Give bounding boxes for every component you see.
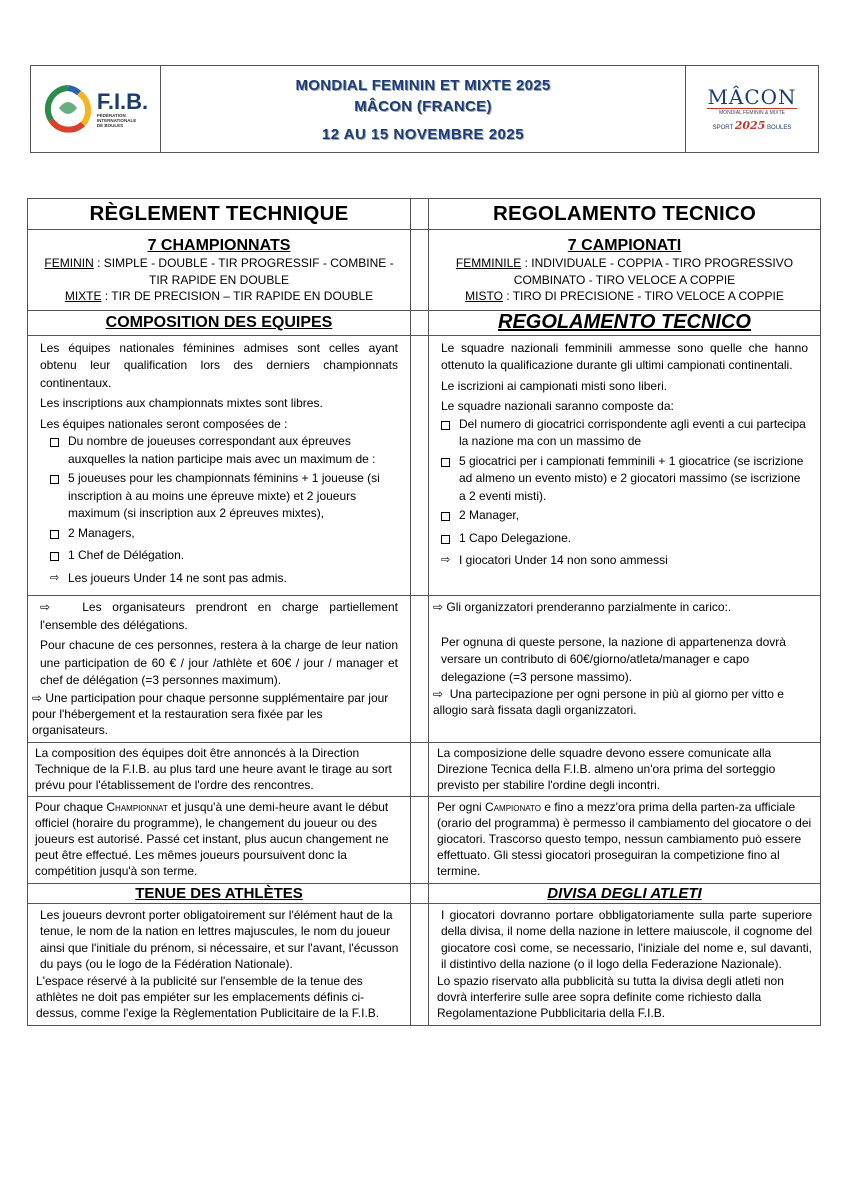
it-comp-p3: Le squadre nazionali saranno composte da: [441,399,674,413]
it-outfit-p1: I giocatori dovranno portare obbligatoriamente sulla parte superiore della divisa, il nome della nazione in lettere maiuscole, il cognome del giocatore così come, se necessario, l'iniziale del nome e, sul davanti, il distintivo della nazione (o il logo della Federazione Nazionale). [441,907,812,971]
it-outfit-p2: Lo spazio riservato alla pubblicità su tutta la divisa degli atleti non dovrà interferire sulle aree sopra definite come richiesto dalla Regolamentazione Pubblicitaria della F.I.B. [437,973,784,1020]
list-item [40,570,398,588]
fr-mixte-label: MIXTE [64,289,102,303]
it-outfit-title: DIVISA DEGLI ATLETI [547,884,702,902]
it-outfit-header-cell [429,883,821,903]
fr-outfit-header-cell [28,883,411,903]
macon-logo-line [707,119,797,132]
arrow-right-icon: ⇨ [32,690,43,705]
gap-cell [411,310,429,335]
it-title-cell [429,199,821,230]
it-championships-cell [429,230,821,311]
arrow-right-icon: ⇨ [433,687,444,701]
event-title: MONDIAL FEMININ ET MIXTE 2025 [295,77,551,94]
fib-logo-sub-3: DE BOULES [96,122,124,128]
fr-composition-title: COMPOSITION DES EQUIPES [105,313,333,331]
fr-comp-item-2: 5 joueuses pour les championnats féminins + 1 joueuse (si inscription à au moins une épreuve mixte) et 2 joueurs maximum (si inscription aux 2 épreuves mixtes), [68,471,380,520]
it-femminile-line [437,255,812,288]
fr-comp-p2: Les inscriptions aux championnats mixtes sont libres. [40,396,323,410]
arrow-right-icon: ⇨ [441,554,451,566]
it-change-word: Campionato [485,799,541,814]
composition-header-row [28,310,821,335]
fr-org-p2: Pour chacune de ces personnes, restera à la charge de leur nation une participation de 60 € / jour /athlète et 60€ / jour / manager et chef de délégation (=3 personnes maximum). [40,638,398,687]
it-announce-cell [429,742,821,796]
gap-cell [411,596,429,743]
gap-cell [411,742,429,796]
macon-logo-text: MÂCON [707,84,797,109]
fr-outfit-cell [28,903,411,1025]
it-misto-label: MISTO [465,289,503,303]
it-comp-item-3: 2 Manager, [459,508,520,522]
regulation-table [27,198,821,1026]
gap-cell [411,903,429,1025]
arrow-right-icon: ⇨ [50,571,60,584]
list-item [441,530,808,551]
it-comp-p1: Le squadre nazionali femminili ammesse sono quelle che hanno ottenuto la qualificazione durante gli ultimi campionati continentali. [441,340,808,372]
fr-outfit-title: TENUE DES ATHLÈTES [135,884,303,902]
change-row [28,796,821,883]
fr-comp-item-4: 1 Chef de Délégation. [68,548,185,562]
gap-cell [411,199,429,230]
checkbox-bullet-icon [50,438,59,447]
event-location: MÂCON (FRANCE) [354,98,492,115]
it-comp-item-2: 5 giocatrici per i campionati femminili + 1 giocatrice (se iscrizione ad almeno un evento misto) e 2 giocatori massimo (se iscrizione a 2 eventi misti). [459,453,804,503]
fr-outfit-p1: Les joueurs devront porter obligatoirement sur l'élément haut de la tenue, le nom de la nation en lettres majuscules, le nom du joueur ainsi que l'initiale du prénom, si nécessaire, et sur l'avant, l'écusson du pays (ou le logo de la Fédération Nationale). [40,907,399,971]
fr-org-p3-text: Une participation pour chaque personne supplémentaire par jour pour l'hébergement et la restauration sera fixée par les organisateurs. [32,690,389,737]
fr-change-word: Championnat [106,799,168,814]
fr-comp-item-3: 2 Managers, [68,525,135,540]
checkbox-bullet-icon [441,421,450,430]
fr-change-pre: Pour chaque [35,799,107,814]
macon-logo-year: 2025 [734,118,766,132]
checkbox-bullet-icon [441,458,450,467]
fr-announce: La composition des équipes doit être annoncés à la Direction Technique de la F.I.B. au plus tard une heure avant le tirage au sort prévu pour l'établissement de l'ordre des rencontres. [35,745,392,792]
it-org-p1 [433,599,808,617]
list-item [441,453,808,506]
fr-comp-p1: Les équipes nationales féminines admises sont celles ayant obtenu leur qualification lors des derniers championnats continentaux. [40,340,398,390]
it-change-cell [429,796,821,883]
gap-cell [411,883,429,903]
gap-cell [411,335,429,596]
title-row [28,199,821,230]
checkbox-bullet-icon [441,512,450,521]
fr-composition-header-cell [28,310,411,335]
it-misto-line [437,288,812,305]
organisers-row [28,596,821,743]
checkbox-bullet-icon [50,552,59,561]
list-item [40,433,398,468]
it-comp-item-1: Del numero di giocatrici corrispondente agli eventi a cui partecipa la nazione ma con un massimo de [459,416,806,448]
it-comp-p2: Le iscrizioni ai campionati misti sono liberi. [441,378,668,393]
list-item [441,552,808,570]
composition-row [28,335,821,596]
fib-logo-text: F.I.B. [96,88,149,114]
fib-logo [31,66,161,152]
fr-feminin-label: FEMININ [44,256,94,270]
fr-title-cell [28,199,411,230]
fr-feminin-text: : SIMPLE - DOUBLE - TIR PROGRESSIF - COMBINE - TIR RAPIDE EN DOUBLE [93,256,394,287]
event-dates: 12 AU 15 NOVEMBRE 2025 [321,126,525,143]
fr-mixte-line [36,288,402,305]
fr-change-post: et jusqu'à une demi-heure avant le début officiel (horaire du programme), le changement du joueur ou des joueurs est autorisé. Passé cet instant, plus aucun changement ne peut être effectué. Les mêmes joueurs poursuivent donc la compétition jusqu'à son terme. [35,799,389,878]
fr-feminin-line [36,255,402,288]
it-change-post: e fino a mezz'ora prima della parten-za ufficiale (orario del programma) è permesso il cambiamento del giocatore o dei giocatori. Trascorso questo tempo, nessun cambiamento può essere effettuato. Gli stessi giocatori proseguiran la competizione fino al termine. [437,799,812,878]
fr-organisers-cell [28,596,411,743]
it-comp-arrow: I giocatori Under 14 non sono ammessi [459,553,668,567]
it-org-p2: Per ognuna di queste persone, la nazione di appartenenza dovrà versare un contributo di 60€/giorno/atleta/manager e capo delegazione (=3 persone massimo). [441,634,786,684]
list-item [40,547,398,568]
checkbox-bullet-icon [441,535,450,544]
fr-composition-cell [28,335,411,596]
it-championships-title: 7 CAMPIONATI [567,237,682,254]
list-item [40,470,398,523]
it-outfit-cell [429,903,821,1025]
it-organisers-cell [429,596,821,743]
it-org-p3-text: Una partecipazione per ogni persone in più al giorno per vitto e allogio sarà fissata dagli organizzatori. [433,687,784,717]
checkbox-bullet-icon [50,475,59,484]
fr-comp-arrow: Les joueurs Under 14 ne sont pas admis. [68,570,287,585]
fib-emblem-icon [43,84,93,134]
arrow-right-icon: ⇨ [433,600,444,614]
it-change [429,797,820,883]
list-item [441,507,808,528]
macon-logo-boules: BOULES [767,124,792,131]
it-misto-text: : TIRO DI PRECISIONE - TIRO VELOCE A COPPIE [502,289,784,303]
list-item [40,525,398,546]
fr-org-p3 [32,690,398,738]
fr-outfit-p2: L'espace réservé à la publicité sur l'ensemble de la tenue des athlètes ne doit pas empiéter sur les emplacements définis ci-dessus, comme l'exige la Règlementation Publicitaire de la F.I.B. [36,973,380,1020]
announce-row [28,742,821,796]
it-composition-header-cell [429,310,821,335]
championships-row [28,230,821,311]
it-femminile-text: : INDIVIDUALE - COPPIA - TIRO PROGRESSIVO COMBINATO - TIRO VELOCE A COPPIE [513,256,794,287]
it-org-p3 [433,686,808,718]
fr-championships-cell [28,230,411,311]
it-title: REGOLAMENTO TECNICO [492,202,757,225]
arrow-right-icon: ⇨ [40,600,51,614]
macon-logo-sub: MONDIAL FEMININ & MIXTE [719,109,785,116]
it-org-p1-text: Gli organizzatori prenderanno parzialmente in carico:. [446,600,732,614]
outfit-header-row [28,883,821,903]
list-item [441,416,808,451]
fr-mixte-text: : TIR DE PRECISION – TIR RAPIDE EN DOUBLE [101,289,374,303]
gap-cell [411,796,429,883]
fr-title: RÈGLEMENT TECHNIQUE [89,202,349,225]
fr-org-p1 [40,599,398,634]
fr-comp-item-1: Du nombre de joueuses correspondant aux épreuves auxquelles la nation participe mais avec un maximum de : [68,434,376,466]
fr-championships-title: 7 CHAMPIONNATS [147,237,291,254]
fib-logo-sub-1: FÉDÉRATION [96,112,126,118]
fr-announce-cell [28,742,411,796]
checkbox-bullet-icon [50,530,59,539]
macon-logo-sport: SPORT [712,124,734,131]
it-change-pre: Per ogni [437,799,486,814]
it-comp-item-4: 1 Capo Delegazione. [459,530,572,545]
fr-change-cell [28,796,411,883]
fr-org-p1-text: Les organisateurs prendront en charge partiellement l'ensemble des délégations. [40,600,398,632]
fib-logo-sub-2: INTERNATIONALE [96,117,137,123]
it-announce: La composizione delle squadre devono essere comunicate alla Direzione Tecnica della F.I.B. almeno un'ora prima del sorteggio previsto per stabilire l'ordine degli incontri. [437,745,776,792]
fr-comp-p3: Les équipes nationales seront composées de : [40,416,288,431]
header-title-block [161,66,686,152]
fr-change [28,797,410,883]
gap-cell [411,230,429,311]
document-header [30,65,819,153]
it-composition-cell [429,335,821,596]
it-composition-title: REGOLAMENTO TECNICO [498,310,751,333]
outfit-row [28,903,821,1025]
macon-logo [686,66,818,152]
it-femminile-label: FEMMINILE [455,256,522,270]
